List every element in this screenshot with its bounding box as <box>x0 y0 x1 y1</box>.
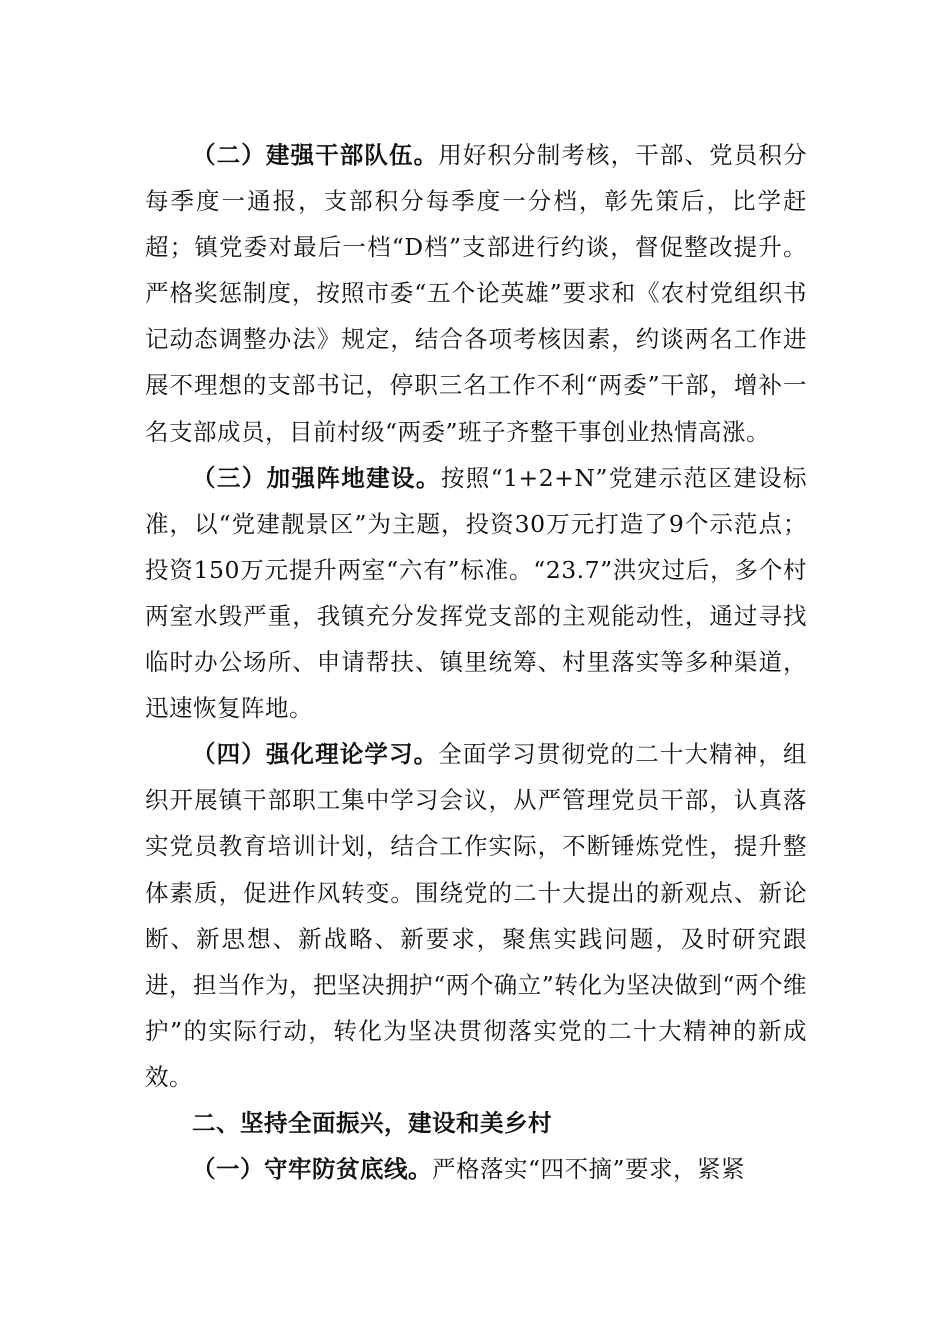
paragraph-cadre-team <box>145 132 807 455</box>
paragraph-body: 按照“1+2+N”党建示范区建设标准，以“党建靓景区”为主题，投资30万元打造了9个示范点；投资150万元提升两室“六有”标准。“23.7”洪灾过后，多个村两室水毁严重，我镇充分发挥党支部的主观能动性，通过寻找临时办公场所、申请帮扶、镇里统筹、村里落实等多种渠道，迅速恢复阵地。 <box>145 463 807 723</box>
paragraph-body: 全面学习贯彻党的二十大精神，组织开展镇干部职工集中学习会议，从严管理党员干部，认真落实党员教育培训计划，结合工作实际，不断锤炼党性，提升整体素质，促进作风转变。围绕党的二十大提出的新观点、新论断、新思想、新战略、新要求，聚焦实践问题，及时研究跟进，担当作为，把坚决拥护“两个确立”转化为坚决做到“两个维护”的实际行动，转化为坚决贯彻落实党的二十大精神的新成效。 <box>145 740 807 1091</box>
paragraph-lead: （一）守牢防贫底线。 <box>192 1155 432 1184</box>
paragraph-lead: （四）强化理论学习。 <box>192 740 439 769</box>
document-page <box>145 132 807 1192</box>
paragraph-lead: （三）加强阵地建设。 <box>192 463 441 492</box>
paragraph-position-building <box>145 455 807 732</box>
paragraph-body: 用好积分制考核，干部、党员积分每季度一通报，支部积分每季度一分档，彰先策后，比学赶超；镇党委对最后一档“D档”支部进行约谈，督促整改提升。严格奖惩制度，按照市委“五个论英雄”要求和《农村党组织书记动态调整办法》规定，结合各项考核因素，约谈两名工作进展不理想的支部书记，停职三名工作不利“两委”干部，增补一名支部成员，目前村级“两委”班子齐整干事创业热情高涨。 <box>145 141 807 446</box>
paragraph-theory-study <box>145 731 807 1100</box>
section-heading: 二、坚持全面振兴，建设和美乡村 <box>192 1108 552 1137</box>
paragraph-lead: （二）建强干部队伍。 <box>192 141 439 169</box>
paragraph-poverty-prevention <box>145 1146 807 1192</box>
paragraph-body: 严格落实“四不摘”要求，紧紧 <box>432 1155 746 1184</box>
